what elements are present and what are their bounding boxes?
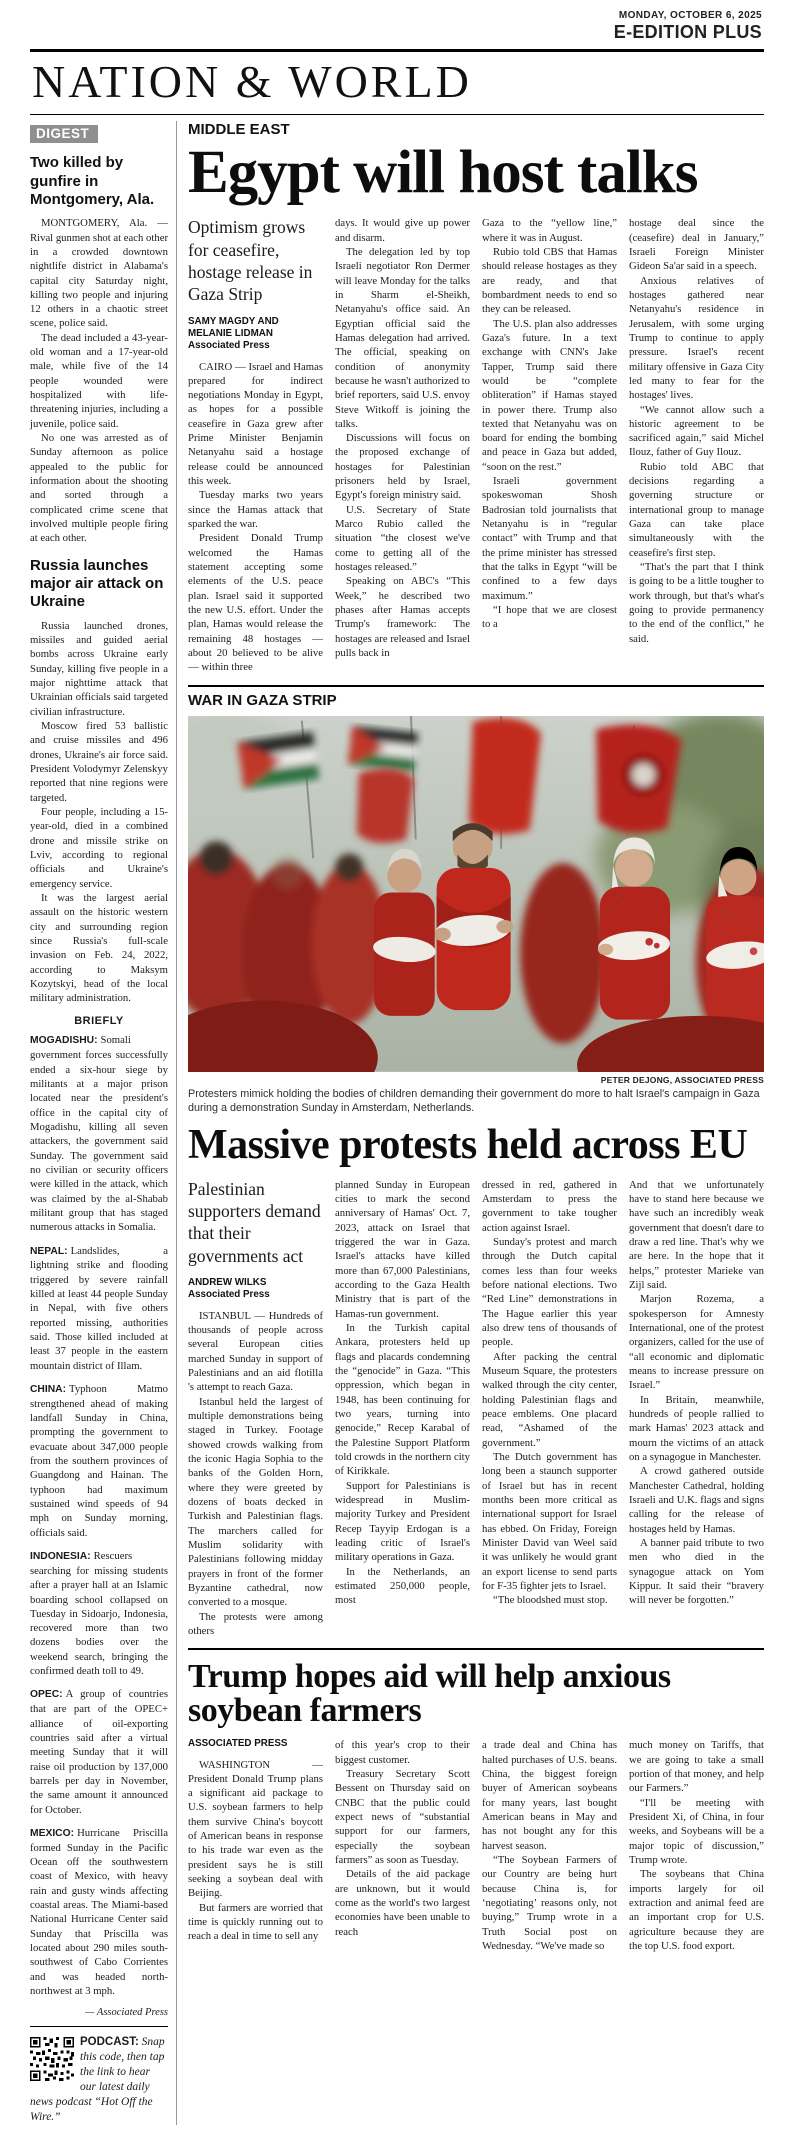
qr-code-icon (30, 2037, 74, 2086)
brief-text: Hurricane Priscilla formed Sunday in the Pacific Ocean off the southwestern coast of Mexico, with heavy rain and gusty winds affecting coastal areas. The Miami-based National Hurricane Center said Sunday that Priscilla was located about 290 miles south-southwest of Cabo Corrientes and was headed north-northwest at 3 mph. (30, 1826, 168, 1997)
protest-photo (188, 716, 764, 1072)
paragraph: of this year's crop to their biggest customer. (335, 1739, 470, 1766)
paragraph: Russia launched drones, missiles and guided aerial bombs across Ukraine early Sunday, killing five people in a major nighttime attack that Ukrainian officials said targeted civilian infrastructure. (30, 619, 168, 718)
paragraph: In the Netherlands, an estimated 250,000 people, most (335, 1565, 470, 1607)
paragraph: The delegation led by top Israeli negotiator Ron Dermer will leave Monday for the talks in Sharm el-Sheikh, Netanyahu's office said. An Egyptian official said the Hamas delegation had arrived. The official, speaking on condition of anonymity because he wasn't authorized to brief reporters, said U.S. envoy Steve Witkoff is joining the talks. (335, 245, 470, 430)
paragraph: In Britain, meanwhile, hundreds of people rallied to mark Hamas' 2023 attack and mourn the victims of an attack on a synagogue in Manchester. (629, 1393, 764, 1463)
brief-location: OPEC: (30, 1689, 63, 1701)
brief-location: MOGADISHU: (30, 1035, 98, 1047)
paragraph: days. It would give up power and disarm. (335, 217, 470, 244)
paragraph: The Dutch government has long been a staunch supporter of Israel but has in recent months been more critical as international support for Israel has ebbed. On Friday, Foreign Minister David van Weel said it was unlikely he would grant an export license to send parts for F-35 fighter jets to Israel. (482, 1450, 617, 1592)
article-column-4 (629, 216, 764, 674)
paragraph: Speaking on ABC's “This Week,” he described two phases after Hamas accepts Trump's framework: The hostages are released and Israel pulls back in (335, 575, 470, 660)
paragraph: Rubio told ABC that decisions regarding a governing structure or international group to manage Gaza can take place simultaneously with the ceasefire's first step. (629, 460, 764, 559)
protests-byline (188, 1277, 323, 1301)
gaza-photo-section (188, 685, 764, 1116)
soybean-byline (188, 1738, 323, 1750)
brief-item (30, 1244, 168, 1373)
paragraph: And that we unfortunately have to stand here because we have such an incredibly weak government that doesn't dare to draw a red line. That's why we are here. In the hope that it helps,” protester Marieke van Zijl said. (629, 1178, 764, 1291)
paragraph: Support for Palestinians is widespread in Muslim-majority Turkey and President Recep Tayyip Erdogan is a leading critic of Israel's military operations in Gaza. (335, 1479, 470, 1564)
article-column-3 (482, 216, 617, 674)
byline-authors: ANDREW WILKS (188, 1277, 267, 1289)
podcast-text: Snap this code, then tap the link to hear our latest daily news podcast “Hot Off the Wire.” (30, 2036, 165, 2123)
podcast-box (30, 2026, 168, 2125)
article-column-3 (482, 1178, 617, 1639)
paragraph: U.S. Secretary of State Marco Rubio called the situation “the closest we've come to getting all of the hostages released.” (335, 503, 470, 574)
digest-headline-ukraine: Russia launches major air attack on Ukraine (30, 556, 164, 611)
paragraph: ISTANBUL — Hundreds of thousands of people across several European cities marched Sunday in support of Palestinians and an aid flotilla 's attempt to reach Gaza. (188, 1309, 323, 1394)
podcast-label: PODCAST: (80, 2036, 139, 2049)
paragraph: a trade deal and China has halted purchases of U.S. beans. China, the biggest foreign buyer of American soybeans for many years, last bought American beans in May and has not bought any for this harvest season. (482, 1739, 617, 1852)
byline-organization: Associated Press (188, 1289, 270, 1301)
article-soybean-farmers (188, 1648, 764, 1953)
brief-location: MEXICO: (30, 1827, 75, 1839)
paragraph: In the Turkish capital Ankara, protesters held up flags and placards condemning the “genocide” in Gaza. “This oppression, which began in 1948, has been continuing for two years, turning into genocide,” Recep Karabal of the Palestine Support Platform told crowds in the northern city of Kirikkale. (335, 1321, 470, 1478)
paragraph: Tuesday marks two years since the Hamas attack that sparked the war. (188, 489, 323, 531)
brief-item (30, 1687, 168, 1816)
paragraph: Rubio told CBS that Hamas should release hostages as they are ready, and that bombardment needs to end so they can be released. (482, 245, 617, 316)
paragraph: The soybeans that China imports largely for oil extraction and animal feed are an important crop for U.S. agriculture because they are the top U.S. food export. (629, 1868, 764, 1952)
paragraph: Details of the aid package are unknown, but it would come as the world's two largest economies have been unable to reach (335, 1868, 470, 1938)
paragraph: Israeli government spokeswoman Shosh Badrosian told journalists that Netanyahu is in “regular contact” with Trump and that the prime minister has stressed that the talks in Egypt “will be confined to a few days maximum.” (482, 475, 617, 602)
article-column-3 (482, 1738, 617, 1953)
section-rule (188, 1648, 764, 1650)
byline-organization: ASSOCIATED PRESS (188, 1738, 288, 1750)
section-rule (188, 685, 764, 687)
article-column-2 (335, 216, 470, 674)
edition-date: MONDAY, OCTOBER 6, 2025 (618, 10, 762, 21)
brief-text: Rescuers searching for missing students after a prayer hall at an Islamic boarding school collapsed on Tuesday in Sidoarjo, Indonesia, recovered more than two dozens bodies over the weekend search, bringing the confirmed death toll to 49. (30, 1550, 168, 1678)
headline-soybean-farmers: Trump hopes aid will help anxious soybean farmers (188, 1658, 671, 1730)
paragraph: Moscow fired 53 ballistic and cruise missiles and 496 drones, Ukraine's air force said. President Volodymyr Zelenskyy reported that nine regions were targeted. (30, 719, 168, 804)
photo-caption: Protesters mimick holding the bodies of children demanding their government do more to halt Israel's campaign in Gaza during a demonstration Sunday in Amsterdam, Netherlands. (188, 1087, 760, 1115)
brief-item (30, 1826, 168, 1998)
paragraph: President Donald Trump welcomed the Hamas statement accepting some elements of the U.S. peace plan. Israel said it supported the new U.S. effort. Under the plan, Hamas would release the remaining 48 hostages — about 20 believed to be alive — within three (188, 532, 323, 674)
kicker-middle-east: MIDDLE EAST (188, 121, 290, 139)
kicker-war-in-gaza: WAR IN GAZA STRIP (188, 691, 337, 709)
digest-headline-montgomery: Two killed by gunfire in Montgomery, Ala. (30, 154, 155, 208)
brief-text: Typhoon Matmo strengthened ahead of making landfall Sunday in China, prompting the government to evacuate about 347,000 people from the southern provinces of Guangdong and Hainan. The typhoon had maximum sustained wind speeds of 94 mph on Sunday morning, officials said. (30, 1382, 168, 1539)
briefly-list (30, 1033, 168, 1998)
paragraph: No one was arrested as of Sunday afternoon as police appealed to the public for information about the shooting and sorted through a complicated crime scene that involved multiple people firing at each other. (30, 432, 168, 545)
paragraph: “I'll be meeting with President Xi, of China, in four weeks, and Soybeans will be a major topic of discussion,” Trump wrote. (629, 1796, 764, 1866)
article-egypt-talks (188, 121, 764, 674)
photo-credit: PETER DEJONG, ASSOCIATED PRESS (600, 1074, 764, 1085)
digest-story-ukraine (30, 619, 168, 1006)
section-title: NATION & WORLD (32, 56, 472, 107)
section-masthead (30, 52, 764, 114)
digest-attribution: — Associated Press (85, 2007, 168, 2019)
paragraph: It was the largest aerial assault on the historic western city and surrounding region since Russia's full-scale invasion on Feb. 24, 2022, according to Maksym Kozytskyi, head of the local military administration. (30, 891, 168, 1005)
article-column-1 (188, 1178, 323, 1639)
masthead-rule (30, 114, 764, 115)
paragraph: After packing the central Museum Square, the protesters walked through the city center, holding Palestinian flags and peace emblems. One placard read, “Ashamed of the government.” (482, 1350, 617, 1449)
brief-text: A group of countries that are part of the OPEC+ alliance of oil-exporting countries said after a virtual meeting Sunday that it will raise oil production by 137,000 barrels per day in November, the same amount it announced for October. (30, 1688, 168, 1816)
article-column-4 (629, 1178, 764, 1639)
paragraph: Treasury Secretary Scott Bessent on Thursday said on CNBC that the public could expect news of “substantial support for our farmers, especially the soybean farmers” as soon as Tuesday. (335, 1767, 470, 1866)
paragraph: MONTGOMERY, Ala. — Rival gunmen shot at each other in a crowded downtown nightlife district in Alabama's capital city Saturday night, killing two people and injuring 12 others in a chaotic street scene, police said. (30, 217, 169, 330)
headline-egypt-talks: Egypt will host talks (188, 139, 698, 207)
paragraph: “The bloodshed must stop. (493, 1594, 608, 1607)
article-column-4 (629, 1738, 764, 1953)
protests-subhead: Palestinian supporters demand that their governments act (188, 1178, 321, 1266)
brief-text: Somali government forces successfully ended a six-hour siege by militants at a major prison located near the president's office in the capital city of Mogadishu, killing all seven attackers, the government said Sunday. The government said no civilian or security officers were killed in the attack, which was claimed by the al-Shabab militant group that has staged numerous attacks in Somalia. (30, 1034, 168, 1234)
page-header (30, 6, 764, 49)
paragraph: Gaza to the “yellow line,” where it was in August. (482, 217, 617, 244)
paragraph: Anxious relatives of hostages gathered near Netanyahu's residence in Jerusalem, with some urging Trump to continue to apply pressure. Israel's recent military offensive in Gaza City led many to fear for the hostages' lives. (629, 274, 764, 402)
paragraph: much money on Tariffs, that we are going to take a small portion of that money, and help our Farmers.” (629, 1739, 764, 1795)
paragraph: The U.S. plan also addresses Gaza's future. In a text exchange with CNN's Jake Tapper, Trump said there would be “complete obliteration” if Hamas stayed in power there. Trump also texted that Netanyahu was on board for ending the bombing and peace in Gaza but added, “soon on the rest.” (482, 317, 617, 473)
headline-eu-protests: Massive protests held across EU (188, 1121, 748, 1168)
digest-label: DIGEST (30, 125, 98, 143)
paragraph: dressed in red, gathered in Amsterdam to press the government to take tougher action against Israel. (482, 1178, 617, 1234)
paragraph: “We cannot allow such a historic agreement to be sacrificed again,” said Michel Ilouz, father of Guy Ilouz. (629, 403, 764, 459)
byline-authors: SAMY MAGDY AND MELANIE LIDMAN (188, 315, 279, 340)
paragraph: planned Sunday in European cities to mark the second anniversary of Hamas' Oct. 7, 2023, attack on Israel that triggered the war in Gaza. Israel's attacks have killed more than 67,000 Palestinians, according to the Gaza Health Ministry that is part of the Hamas-run government. (335, 1178, 470, 1320)
brief-location: NEPAL: (30, 1245, 68, 1257)
egypt-subhead: Optimism grows for ceasefire, hostage release in Gaza Strip (188, 217, 313, 305)
digest-story-montgomery (30, 216, 168, 546)
paragraph: Marjon Rozema, a spokesperson for Amnesty International, one of the protest organizers, called for the use of “all economic and diplomatic means to increase pressure on Israel.” (629, 1293, 764, 1392)
brief-location: CHINA: (30, 1383, 67, 1395)
paragraph: But farmers are worried that time is quickly running out to reach a deal in time to sell any (188, 1901, 323, 1943)
article-column-1 (188, 216, 323, 674)
digest-column (30, 121, 176, 2125)
brief-item (30, 1382, 168, 1540)
article-column-1 (188, 1738, 323, 1953)
brief-item (30, 1549, 168, 1678)
brief-text: Landslides, a lightning strike and flooding triggered by severe rainfall killed at least 44 people Sunday in Nepal, with five others reported missing, authorities said. Those killed included at least 37 people in the eastern mountain district of Illam. (30, 1244, 168, 1372)
paragraph: Discussions will focus on the proposed exchange of hostages for Palestinian prisoners held by Israel, Egypt's foreign ministry said. (335, 432, 470, 502)
main-column (177, 121, 764, 2125)
article-column-2 (335, 1178, 470, 1639)
paragraph: The dead included a 43-year-old woman and a 17-year-old male, while five of the 14 people wounded were hospitalized with life-threatening injuries, including a juvenile, police said. (30, 331, 168, 430)
paragraph: Istanbul held the largest of multiple demonstrations being staged in Turkey. Footage showed crowds walking from the iconic Hagia Sophia to the banks of the Golden Horn, where they were greeted by dozens of boats decked in Turkish and Palestinian flags. The marchers called for Muslim solidarity with Palestinians following midday prayers in front of the former Byzantine cathedral, now converted to a mosque. (188, 1395, 323, 1609)
egypt-byline (188, 316, 323, 353)
paragraph: The protests were among others (188, 1610, 323, 1637)
article-column-2 (335, 1738, 470, 1953)
paragraph: “That's the part that I think is going to be a little tougher to work through, but that's what's going to provide permanency to the end of the conflict,” he said. (629, 561, 764, 645)
paragraph: “The Soybean Farmers of our Country are being hurt because China is, for ‘negotiating’ reasons only, not buying,” Trump wrote in a Truth Social post on Wednesday. “We've made so (482, 1853, 617, 1952)
paragraph: CAIRO — Israel and Hamas prepared for indirect negotiations Monday in Egypt, as hopes for a possible ceasefire in Gaza grew after Prime Minister Benjamin Netanyahu said a hostage release could be announced this week. (188, 360, 323, 488)
paragraph: hostage deal since the (ceasefire) deal in January,” Israeli Foreign Minister Gideon Sa'ar said in a speech. (629, 217, 764, 273)
briefly-label: BRIEFLY (74, 1015, 124, 1028)
brief-item (30, 1033, 168, 1234)
paragraph: “I hope that we are closest to a (482, 604, 617, 631)
paragraph: A banner paid tribute to two men who died in the synagogue attack on Yom Kippur. It said their “bravery will never be forgotten.” (629, 1536, 764, 1607)
edition-name: E-EDITION PLUS (613, 22, 762, 42)
paragraph: Four people, including a 15-year-old, died in a combined drone and missile strike on Lviv, according to regional officials and Ukraine's emergency service. (30, 805, 168, 890)
paragraph: Sunday's protest and march through the Dutch capital comes less than four weeks before national elections. Two “Red Line” demonstrations in The Hague earlier this year also drew tens of thousands of people. (482, 1236, 617, 1349)
byline-organization: Associated Press (188, 340, 270, 352)
brief-location: INDONESIA: (30, 1551, 91, 1563)
paragraph: WASHINGTON — President Donald Trump plans a significant aid package to U.S. soybean farmers to help them survive China's boycott of American beans in response to his trade war even as the president says he is still seeking a soybean deal with Beijing. (188, 1758, 323, 1900)
paragraph: A crowd gathered outside Manchester Cathedral, holding Israeli and U.K. flags and signs calling for the release of hostages held by Hamas. (629, 1465, 764, 1535)
article-eu-protests (188, 1121, 764, 1639)
